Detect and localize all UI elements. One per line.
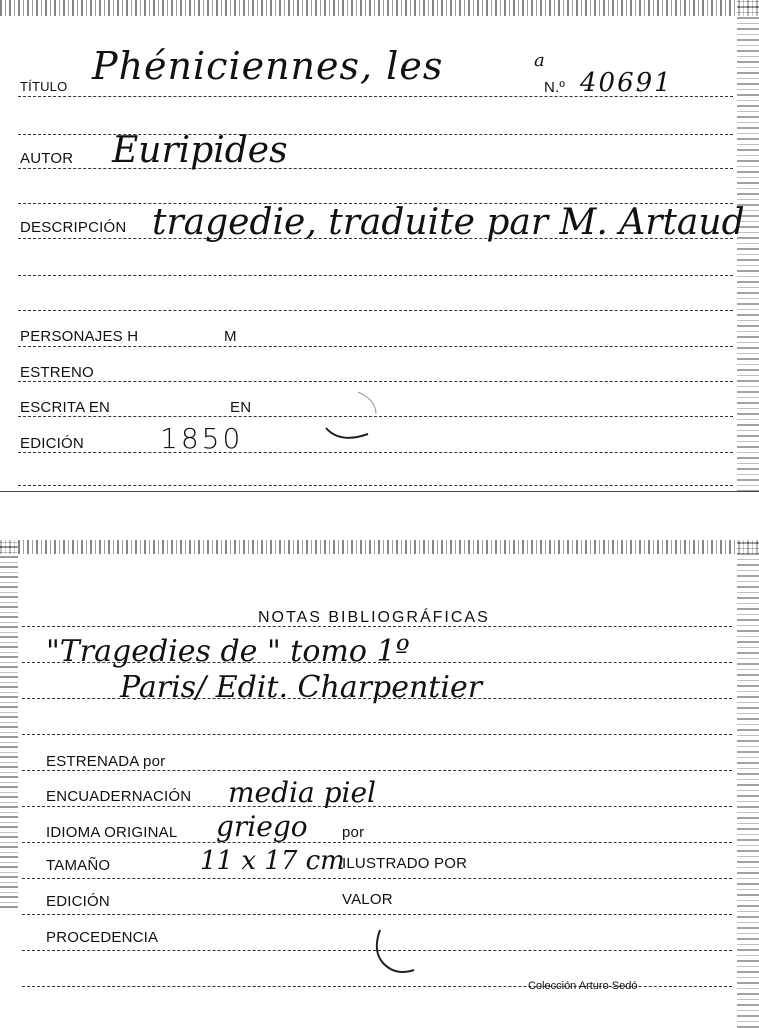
ruled-line [18,485,733,486]
tamano-value: 11 x 17 cm [200,846,345,876]
en-label: EN [230,399,252,416]
ruled-line [22,842,732,843]
por-label: por [342,824,365,841]
ruled-line [18,381,733,382]
numero-mark: a [534,50,545,71]
descripcion-value: tragedie, traduite par M. Artaud [152,202,745,243]
autor-label: AUTOR [20,150,74,167]
descripcion-label: DESCRIPCIÓN [20,219,127,236]
estrenada-label: ESTRENADA por [46,753,166,770]
card-left-edge [0,540,18,908]
ruled-line [18,452,733,453]
catalog-card-back [0,540,759,1028]
autor-value: Euripides [112,130,288,171]
catalog-card-front [0,0,759,492]
escrita-label: ESCRITA EN [20,399,111,416]
ruled-line [22,770,732,771]
encuadernacion-value: media piel [228,776,376,809]
numero-label: N.º [544,79,566,96]
personajes-m-label: M [224,328,237,345]
encuadernacion-label: ENCUADERNACIÓN [46,788,192,805]
numero-value: 40691 [580,68,673,98]
ruled-line [22,914,732,915]
tamano-label: TAMAÑO [46,857,111,874]
edicion-label-2: EDICIÓN [46,893,110,910]
ruled-line [22,806,732,807]
edicion-value: 1850 [160,422,244,455]
titulo-label: TÍTULO [20,79,68,94]
procedencia-label: PROCEDENCIA [46,929,159,946]
ruled-line [18,275,733,276]
note-line-1: "Tragedies de " tomo 1º [46,634,410,669]
ruled-line [18,346,733,347]
card-right-edge [737,0,759,492]
estreno-label: ESTRENO [20,364,94,381]
card-right-edge [737,540,759,1028]
punch-hole [318,386,384,446]
card-top-edge [0,540,759,554]
ruled-line [18,310,733,311]
idioma-label: IDIOMA ORIGINAL [46,824,178,841]
edicion-label: EDICIÓN [20,435,84,452]
ilustrado-label: ILUSTRADO POR [342,855,468,872]
notas-heading: NOTAS BIBLIOGRÁFICAS [258,609,490,626]
punch-hole [366,924,426,980]
note-line-2: Paris/ Edit. Charpentier [120,670,483,705]
titulo-value: Phéniciennes, les [92,44,444,88]
coleccion-stamp: Colección Arturo Sedó [528,980,638,992]
ruled-line [22,878,732,879]
idioma-value: griego [216,810,308,843]
card-bottom-rule [0,491,759,492]
ruled-line [22,734,732,735]
card-top-edge [0,0,759,16]
valor-label: VALOR [342,891,393,908]
personajes-label: PERSONAJES H [20,328,139,345]
